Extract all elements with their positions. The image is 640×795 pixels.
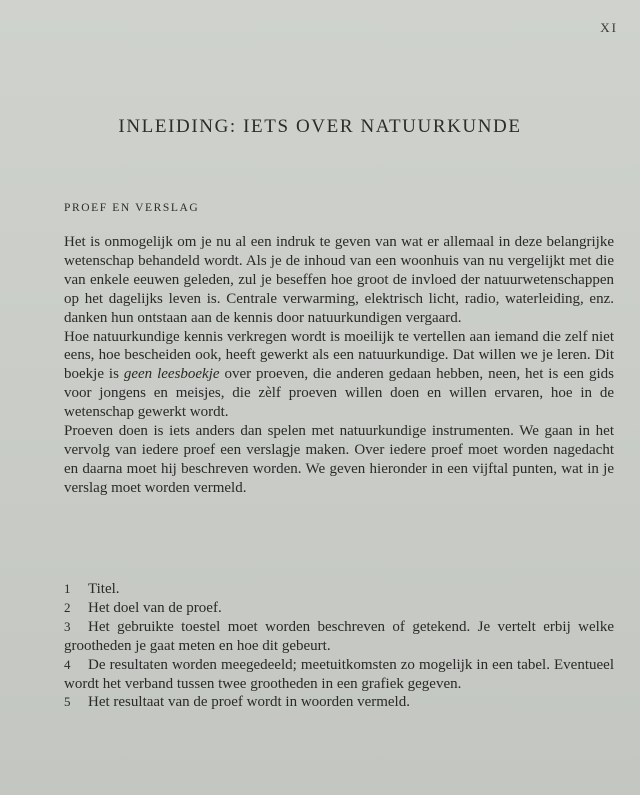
list-item <box>64 618 614 656</box>
page-number: XI <box>600 20 618 35</box>
paragraph-3: Proeven doen is iets anders dan spelen met natuurkundige instrumenten. We gaan in het vervolg van iedere proef een verslagje maken. Over iedere proef moet worden nagedacht en daarna moet hij beschreven worden. We geven hieronder in een vijftal punten, wat in je verslag moet worden vermeld. <box>64 423 614 496</box>
list-text: Het gebruikte toestel moet worden beschreven of getekend. Je vertelt erbij welke grootheden je gaat meten en hoe dit gebeurt. <box>64 618 614 654</box>
paragraph-2-start: Hoe natuurkundige kennis verkregen wordt is moeilijk te vertellen aan iemand die zelf niet eens, hoe bescheiden ook, heeft gewerkt als een natuurkundige. Dat willen we je leren. Dit boekje is <box>64 328 614 383</box>
paragraph-1: Het is onmogelijk om je nu al een indruk te geven van wat er allemaal in deze belangrijke wetenschap behandeld wordt. Als je de inhoud van een woonhuis van nu vergelijkt met die van enkele eeuwen geleden, zul je beseffen hoe groot de invloed der natuurwetenschappen op het dagelijks leven is. Centrale verwarming, elektrisch licht, radio, waterleiding, enz. danken hun ontstaan aan de kennis door natuurkundigen vergaard. <box>64 234 614 326</box>
list-text: Titel. <box>88 581 120 597</box>
chapter-title: INLEIDING: IETS OVER NATUURKUNDE <box>118 116 522 137</box>
paragraph-2-end: over proeven, die anderen gedaan hebben, neen, het is een gids voor jongens en meisjes, die zèlf proeven willen doen en willen ervaren, hoe in de wetenschap gewerkt wordt. <box>64 366 614 421</box>
list-text: Het resultaat van de proef wordt in woorden vermeld. <box>88 694 410 711</box>
list-item <box>64 656 614 694</box>
paragraph-2 <box>64 328 614 423</box>
list-number: 4 <box>64 656 71 672</box>
list-text: Het doel van de proef. <box>88 599 222 616</box>
list-number: 5 <box>64 694 71 710</box>
section-heading: PROEF EN VERSLAG <box>64 202 200 214</box>
list-number: 2 <box>64 599 71 615</box>
list-number: 3 <box>64 618 71 634</box>
report-points-list <box>64 580 614 712</box>
emphasis-text: geen leesboekje <box>123 366 220 383</box>
list-text: De resultaten worden meegedeeld; meetuitkomsten zo mogelijk in een tabel. Eventueel wordt het verband tussen twee grootheden in een grafiek gegeven. <box>64 656 614 692</box>
list-item <box>64 580 614 599</box>
list-item <box>64 693 614 712</box>
body-text <box>64 233 614 498</box>
list-item <box>64 599 614 618</box>
list-number: 1 <box>64 581 71 596</box>
